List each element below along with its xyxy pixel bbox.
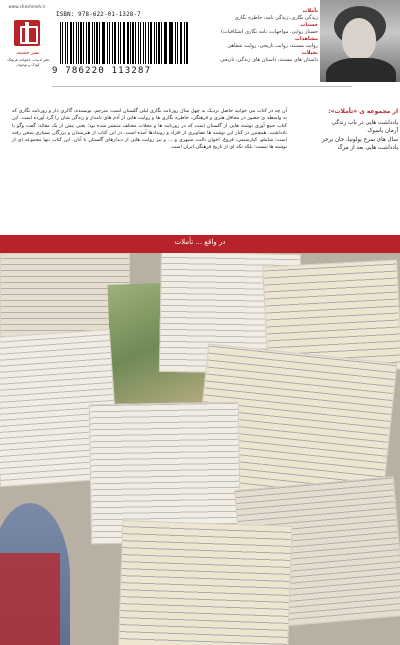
barcode-bar	[118, 22, 119, 64]
barcode-bar	[114, 22, 116, 64]
barcode-digits: 9 786220 113287	[52, 66, 152, 76]
barcode-bar	[67, 22, 68, 64]
barcode-bar	[158, 22, 159, 64]
barcode-bar	[132, 22, 134, 64]
band-title: در واقع ... تأملات	[174, 238, 226, 246]
barcode-bar	[70, 22, 72, 64]
barcode-bar	[127, 22, 128, 64]
title-band	[0, 235, 400, 253]
barcode-bar	[161, 22, 162, 64]
barcode-bar	[92, 22, 93, 64]
category-heading: تخیلات	[301, 50, 318, 56]
isbn-label: ISBN: 978-622-01-1328-7	[56, 12, 141, 18]
barcode-bar	[94, 22, 95, 64]
collection-list	[290, 108, 398, 153]
barcode-bar	[123, 22, 124, 64]
barcode-bar	[86, 22, 87, 64]
barcode-bar	[154, 22, 155, 64]
barcode-bar	[103, 22, 104, 64]
barcode-bar	[145, 22, 146, 64]
category-heading: حسنات	[300, 22, 318, 28]
category-text: زندگی نگاری، زندگی نامه، خاطره نگاری	[234, 15, 318, 21]
author-face	[342, 18, 376, 60]
barcode-bar	[80, 22, 81, 64]
collection-item: سال های سرخ پولونیا، جان برجر	[321, 136, 398, 143]
publisher-website: www.cheshmeh.ir	[8, 4, 46, 9]
collection-item: آرمان یاسوک	[367, 128, 398, 134]
publisher-logo-icon	[14, 20, 40, 46]
barcode-bar	[143, 22, 144, 64]
top-info-panel	[0, 0, 400, 240]
publisher-block	[0, 0, 55, 80]
barcode-bar	[148, 22, 149, 64]
barcode-bar	[60, 22, 61, 64]
barcode-bar	[83, 22, 84, 64]
barcode-bar	[124, 22, 125, 64]
barcode-bar	[88, 22, 90, 64]
collection-item: یادداشت هایی در باب زندگی	[331, 119, 398, 126]
divider	[52, 86, 352, 87]
category-text: جستار روایی، مواجهات، نامه نگاری (شکافیات)	[220, 29, 318, 35]
barcode-bar	[150, 22, 152, 64]
barcode-bar	[120, 22, 121, 64]
category-heading: مشاهدات	[294, 36, 318, 42]
handwritten-letter	[118, 520, 293, 645]
collection-item: یادداشت هایی بعد از مرگ	[337, 145, 398, 151]
barcode-bar	[140, 22, 141, 64]
collection-heading: از مجموعه ی «تأملات»:	[328, 108, 398, 115]
barcode-bar	[156, 22, 157, 64]
barcode-bar	[78, 22, 79, 64]
barcode-bar	[99, 22, 100, 64]
series-categories	[165, 8, 318, 64]
barcode-bar	[138, 22, 139, 64]
category-heading: تأملات	[302, 8, 318, 14]
newspaper-collage	[0, 253, 400, 645]
publisher-credits: دفتر ادبیات، خانواده، فرهنگ، کودک و نوجوان	[6, 58, 50, 67]
barcode-bar	[102, 22, 103, 64]
barcode-bar	[112, 22, 113, 64]
barcode-bar	[62, 22, 63, 64]
barcode-bar	[96, 22, 97, 64]
publisher-name: نشر چشمه	[16, 50, 40, 56]
barcode-bar	[65, 22, 66, 64]
book-blurb: آن چه در کتاب می خوانید حاصل نزدیک به چهل سال روزنامه نگاری لیلی گلستان است. مترجم، نویسنده، گالری دار و روزنامه نگاری که به واسطه ی حضور در محافل هنری و فرهنگی، خاطره نگاری ها و روایت هایی از آدم های نامدار و زندگی شان را گرد آورده است. این کتاب جمع آوری نوشته هایی از گلستان است که در روزنامه ها و مجلات مختلف منتشر شده بود؛ یعنی بیش از یک مقاله، گفت وگو یا یادداشت. همچنین در کنار این نوشته ها تصاویری از افراد و رویدادها آمده است. در این کتاب از هنرمندان و بزرگان بسیاری سخن رفته است: شاملو، کیارستمی، فروغ، اخوان ثالث، سپهری و ... و نیز روایت هایی از دیدارهای گلستان با آنان. این کتاب تنها مجموعه ای از نوشته ها نیست؛ بلکه تکه ای از تاریخ فرهنگی ایران است.	[12, 108, 287, 151]
category-text: داستان های مستند، داستان های زندگی، تاریخی	[220, 57, 318, 63]
barcode-bar	[130, 22, 131, 64]
author-body	[326, 58, 396, 82]
barcode-bar	[109, 22, 110, 64]
category-text: روایت مستند، روایت تاریخی، روایت شفاهی	[227, 43, 318, 49]
red-overlay	[0, 553, 60, 645]
barcode-bar	[73, 22, 74, 64]
barcode-bar	[135, 22, 136, 64]
author-photo	[320, 0, 400, 82]
barcode-bar	[107, 22, 108, 64]
barcode-bar	[76, 22, 77, 64]
